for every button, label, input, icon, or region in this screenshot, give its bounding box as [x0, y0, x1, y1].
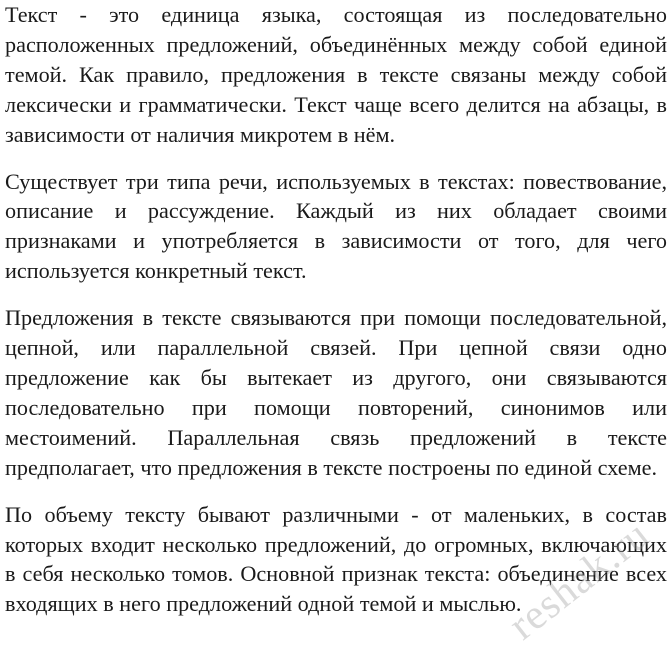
- paragraph-sentence-links: Предложения в тексте связываются при помощи последовательной, цепной, или параллельной связей. При цепной связи одно предложение как бы вытекает из другого, они связываются последовательно при помощи повторений, синонимов или местоимений. Параллельная связь предложений в тексте предполагает, что предложения в тексте построены по единой схеме.: [5, 305, 667, 480]
- document-body: [5, 0, 667, 619]
- paragraph-speech-types: Существует три типа речи, используемых в текстах: повествование, описание и рассуждение. Каждый из них обладает своими признаками и употребляется в зависимости от того, для чего используется конкретный текст.: [5, 168, 667, 284]
- watermark-logo: reshak.ru: [500, 511, 659, 650]
- paragraph-text-definition: Текст - это единица языка, состоящая из последовательно расположенных предложений, объединённых между собой единой темой. Как правило, предложения в тексте связаны между собой лексически и грамматически. Текст чаще всего делится на абзацы, в зависимости от наличия микротем в нём.: [5, 2, 667, 147]
- paragraph-text-size: По объему тексту бывают различными - от маленьких, в состав которых входит несколько предложений, до огромных, включающих в себя несколько томов. Основной признак текста: объединение всех входящих в него предложений одной темой и мыслью.: [5, 501, 667, 617]
